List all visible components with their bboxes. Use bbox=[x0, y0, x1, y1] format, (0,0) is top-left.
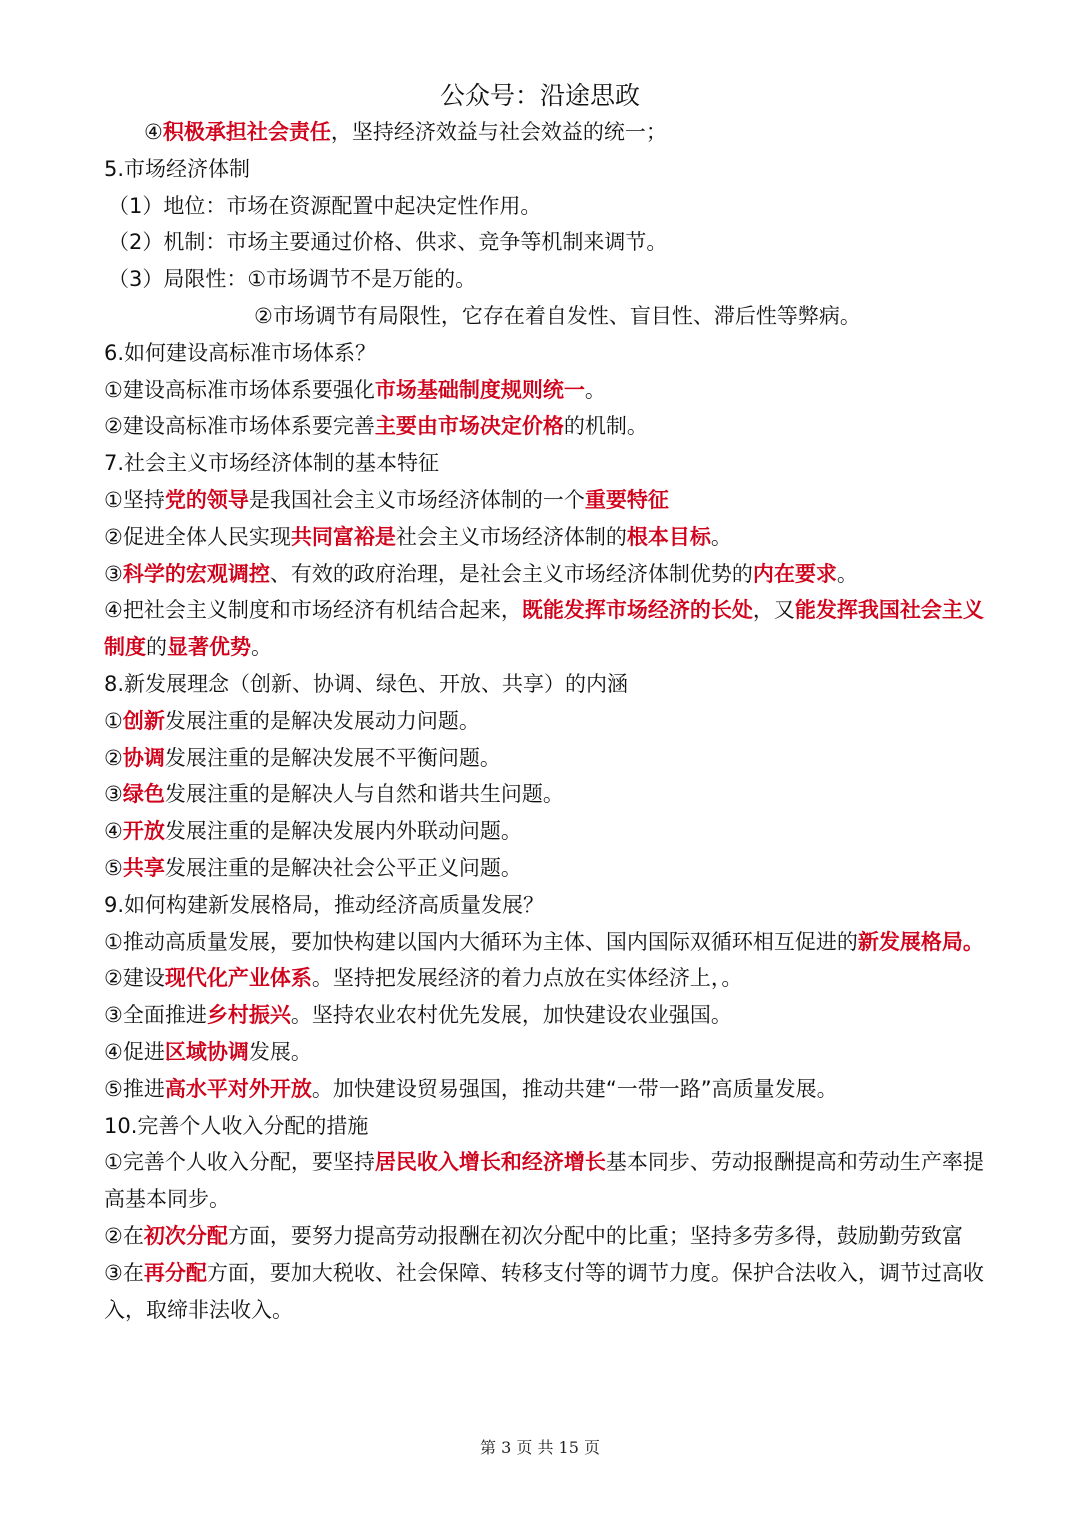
text-span: ② bbox=[104, 745, 123, 770]
text-span: ④ bbox=[104, 819, 123, 844]
text-span: ①完善个人收入分配，要坚持 bbox=[104, 1150, 375, 1175]
text-line bbox=[104, 445, 984, 482]
highlighted-text: 乡村振兴 bbox=[206, 1003, 291, 1028]
text-line bbox=[104, 703, 984, 740]
text-line bbox=[104, 408, 984, 445]
highlighted-text: 共同富裕是 bbox=[290, 524, 396, 549]
text-span: 发展注重的是解决发展内外联动问题。 bbox=[164, 819, 522, 844]
text-line bbox=[104, 666, 984, 703]
text-span: 是我国社会主义市场经济体制的一个 bbox=[248, 487, 585, 512]
text-line bbox=[104, 592, 984, 666]
text-span: 社会主义市场经济体制的 bbox=[395, 524, 627, 549]
text-line bbox=[104, 482, 984, 519]
text-span: 。 bbox=[251, 635, 272, 660]
highlighted-text: 内在要求 bbox=[752, 561, 837, 586]
text-line bbox=[104, 1144, 984, 1218]
text-span: （3）局限性：①市场调节不是万能的。 bbox=[108, 267, 477, 292]
text-span: ②建设 bbox=[104, 966, 165, 991]
text-span: 7.社会主义市场经济体制的基本特征 bbox=[104, 451, 440, 476]
highlighted-text: 重要特征 bbox=[584, 487, 669, 512]
text-span: ②建设高标准市场体系要完善 bbox=[104, 414, 375, 439]
text-line bbox=[104, 224, 984, 261]
text-line bbox=[104, 372, 984, 409]
highlighted-text: 显著优势 bbox=[167, 635, 251, 660]
highlighted-text: 创新 bbox=[122, 708, 165, 733]
highlighted-text: 区域协调 bbox=[164, 1039, 249, 1064]
text-line bbox=[104, 114, 984, 151]
text-span: ③ bbox=[104, 782, 123, 807]
document-body bbox=[104, 114, 984, 1328]
text-span: 6.如何建设高标准市场体系？ bbox=[104, 340, 377, 365]
highlighted-text: 新发展格局。 bbox=[857, 929, 984, 954]
highlighted-text: 科学的宏观调控 bbox=[122, 561, 270, 586]
text-line bbox=[104, 335, 984, 372]
text-line bbox=[104, 188, 984, 225]
text-span: ③在 bbox=[104, 1260, 144, 1285]
text-line bbox=[104, 1108, 984, 1145]
text-line bbox=[104, 519, 984, 556]
text-line bbox=[104, 924, 984, 961]
text-span: ②促进全体人民实现 bbox=[104, 524, 291, 549]
text-span: ①推动高质量发展，要加快构建以国内大循环为主体、国内国际双循环相互促进的 bbox=[104, 929, 858, 954]
page-footer: 第 3 页 共 15 页 bbox=[480, 1438, 600, 1457]
text-span: ⑤推进 bbox=[104, 1076, 165, 1101]
text-span: 、有效的政府治理，是社会主义市场经济体制优势的 bbox=[269, 561, 753, 586]
text-span: （2）机制：市场主要通过价格、供求、竞争等机制来调节。 bbox=[108, 230, 668, 255]
text-span: 。 bbox=[710, 524, 732, 549]
text-span: 。 bbox=[836, 561, 858, 586]
highlighted-text: 市场基础制度规则统一 bbox=[374, 377, 585, 402]
text-line bbox=[104, 740, 984, 777]
text-span: 方面，要加大税收、社会保障、转移支付等的调节力度。保护合法收入，调节过高收入，取缔非法收入。 bbox=[104, 1260, 984, 1322]
text-line bbox=[104, 960, 984, 997]
text-span: 5.市场经济体制 bbox=[104, 156, 251, 181]
highlighted-text: 既能发挥市场经济的长处 bbox=[521, 598, 753, 623]
text-span: ③全面推进 bbox=[104, 1003, 207, 1028]
text-span: ④把社会主义制度和市场经济有机结合起来， bbox=[104, 598, 522, 623]
text-span: 方面，要努力提高劳动报酬在初次分配中的比重；坚持多劳多得，鼓励勤劳致富 bbox=[227, 1223, 963, 1248]
text-span: 基本同步、劳动报酬提高和劳动生产率提高基本同步。 bbox=[104, 1150, 984, 1212]
text-span: ④ bbox=[144, 120, 163, 144]
text-span: 9.如何构建新发展格局，推动经济高质量发展？ bbox=[104, 892, 545, 917]
text-span: 。坚持把发展经济的着力点放在实体经济上，。 bbox=[311, 966, 743, 991]
text-span: ①建设高标准市场体系要强化 bbox=[104, 377, 375, 402]
text-line bbox=[104, 1034, 984, 1071]
text-line bbox=[104, 556, 984, 593]
text-span: ① bbox=[104, 708, 123, 733]
text-span: 的机制。 bbox=[563, 414, 648, 439]
text-span: 8.新发展理念（创新、协调、绿色、开放、共享）的内涵 bbox=[104, 671, 629, 696]
highlighted-text: 党的领导 bbox=[164, 487, 249, 512]
text-span: （1）地位：市场在资源配置中起决定性作用。 bbox=[108, 193, 542, 218]
text-span: ④促进 bbox=[104, 1039, 165, 1064]
text-line bbox=[104, 261, 984, 298]
text-span: 发展注重的是解决发展不平衡问题。 bbox=[164, 745, 501, 770]
text-line bbox=[104, 1218, 984, 1255]
highlighted-text: 协调 bbox=[122, 745, 165, 770]
highlighted-text: 绿色 bbox=[122, 782, 165, 807]
highlighted-text: 开放 bbox=[122, 819, 165, 844]
text-span: 。加快建设贸易强国，推动共建“一带一路”高质量发展。 bbox=[311, 1076, 838, 1101]
highlighted-text: 再分配 bbox=[143, 1260, 207, 1285]
highlighted-text: 居民收入增长和经济增长 bbox=[374, 1150, 606, 1175]
text-span: ，坚持经济效益与社会效益的统一； bbox=[330, 120, 667, 144]
highlighted-text: 能发挥我国社会主义制度 bbox=[104, 598, 984, 660]
text-line bbox=[104, 776, 984, 813]
text-span: 发展注重的是解决社会公平正义问题。 bbox=[164, 855, 522, 880]
text-span: 。 bbox=[584, 377, 606, 402]
page-header: 公众号：沿途思政 bbox=[439, 81, 640, 110]
text-line bbox=[104, 298, 984, 335]
text-line bbox=[104, 887, 984, 924]
highlighted-text: 共享 bbox=[122, 855, 165, 880]
text-span: ①坚持 bbox=[104, 487, 165, 512]
highlighted-text: 积极承担社会责任 bbox=[162, 120, 331, 144]
text-span: 的 bbox=[146, 635, 167, 660]
text-span: 发展注重的是解决人与自然和谐共生问题。 bbox=[164, 782, 564, 807]
highlighted-text: 根本目标 bbox=[626, 524, 711, 549]
text-span: 发展。 bbox=[248, 1039, 312, 1064]
text-line bbox=[104, 1071, 984, 1108]
text-span: 10.完善个人收入分配的措施 bbox=[104, 1113, 369, 1138]
highlighted-text: 现代化产业体系 bbox=[164, 966, 312, 991]
highlighted-text: 初次分配 bbox=[143, 1223, 228, 1248]
highlighted-text: 主要由市场决定价格 bbox=[374, 414, 564, 439]
text-span: ②市场调节有局限性，它存在着自发性、盲目性、滞后性等弊病。 bbox=[254, 303, 861, 328]
text-span: ②在 bbox=[104, 1223, 144, 1248]
text-span: 发展注重的是解决发展动力问题。 bbox=[164, 708, 480, 733]
text-line bbox=[104, 850, 984, 887]
text-line bbox=[104, 997, 984, 1034]
text-line bbox=[104, 1255, 984, 1329]
text-line bbox=[104, 813, 984, 850]
text-span: ，又 bbox=[752, 598, 795, 623]
text-line bbox=[104, 151, 984, 188]
text-span: ③ bbox=[104, 561, 123, 586]
text-span: 。坚持农业农村优先发展，加快建设农业强国。 bbox=[290, 1003, 732, 1028]
highlighted-text: 高水平对外开放 bbox=[164, 1076, 312, 1101]
text-span: ⑤ bbox=[104, 855, 123, 880]
